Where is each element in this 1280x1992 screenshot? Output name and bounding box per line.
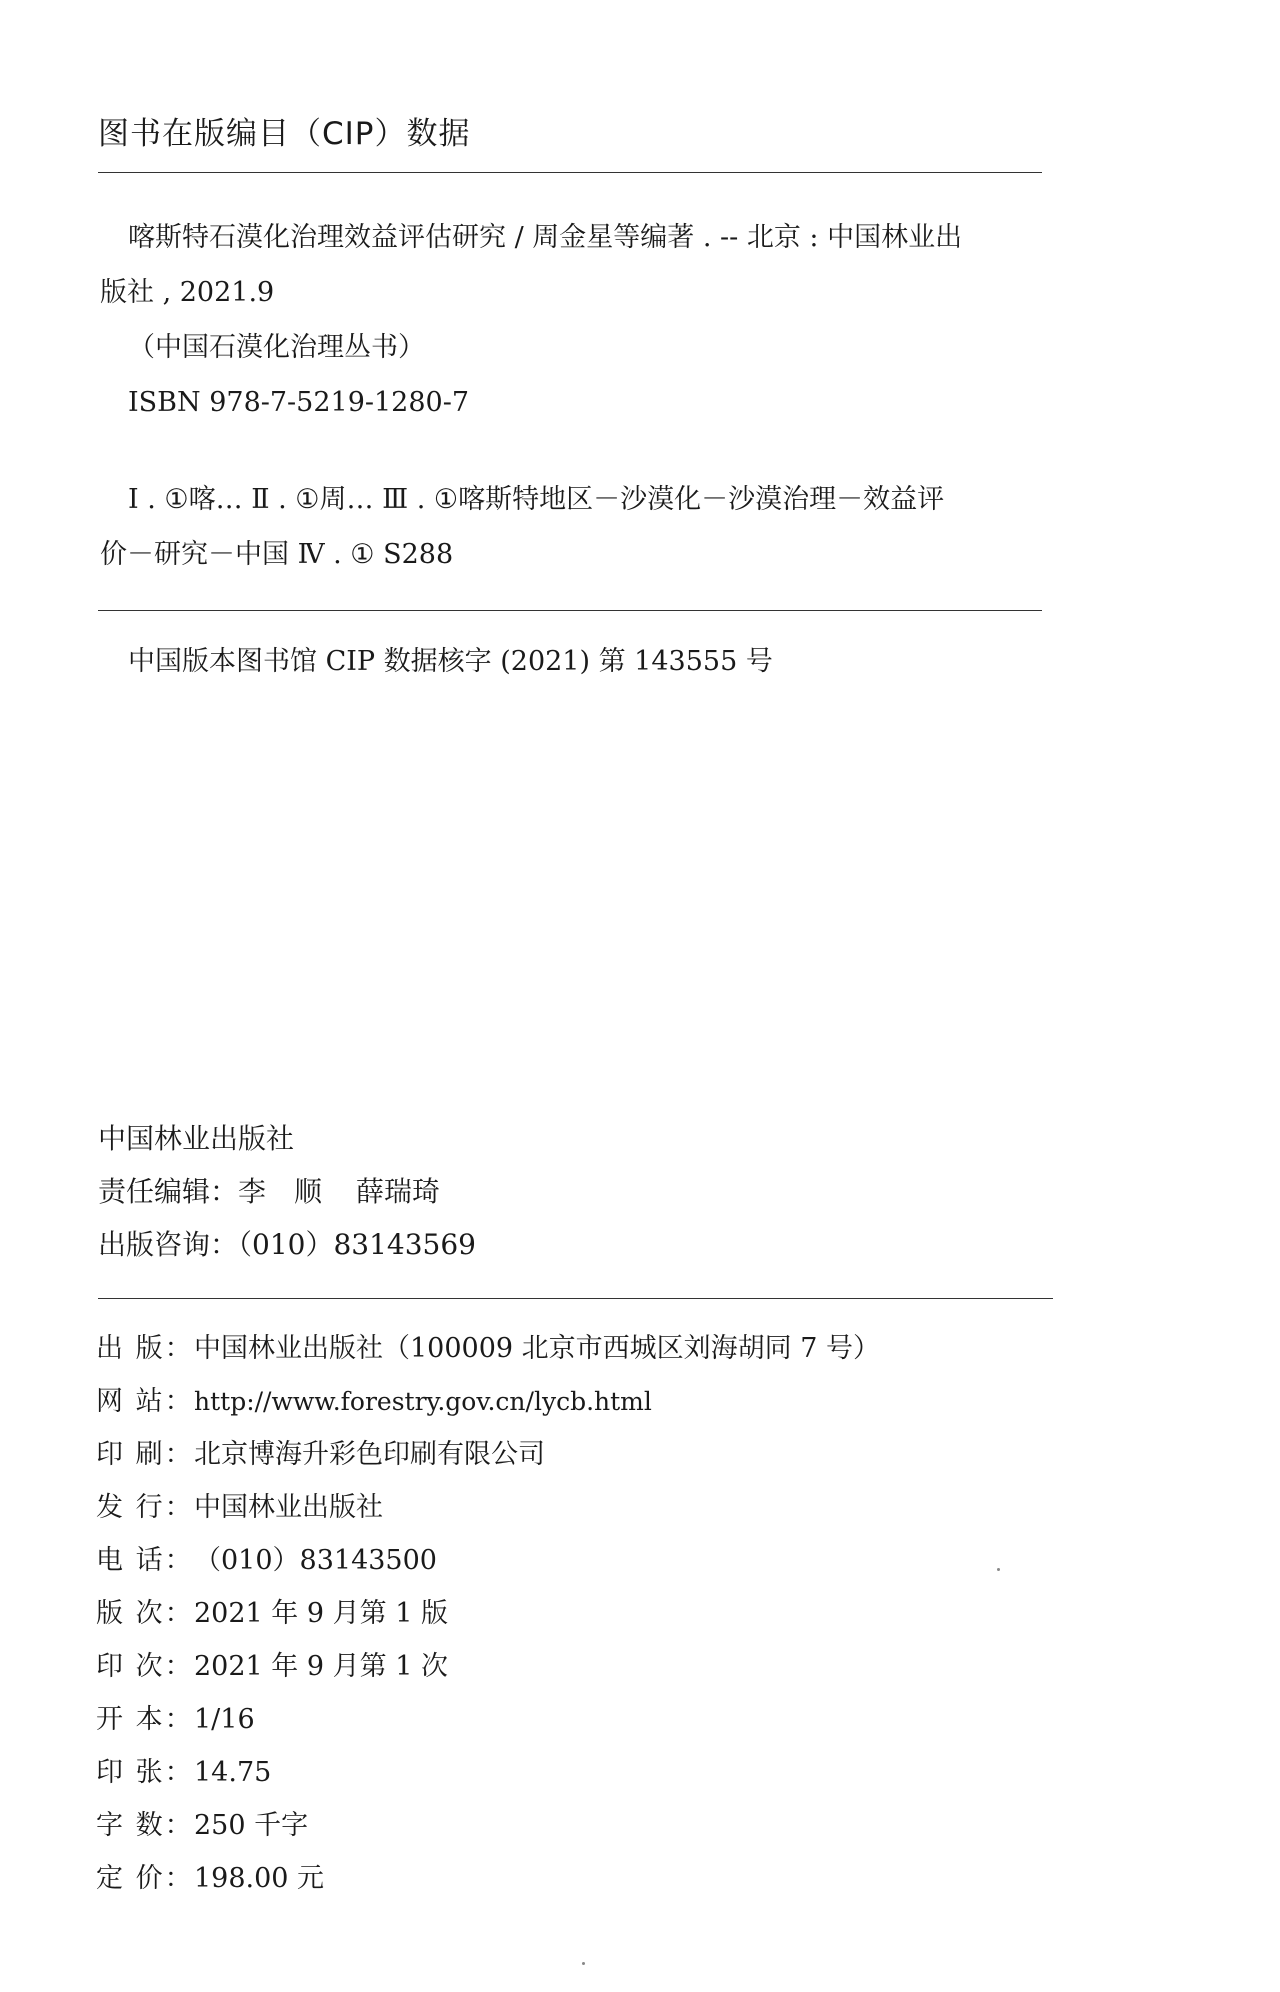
colophon-row-phone: [96, 1538, 880, 1591]
publishing-consultation: [98, 1218, 476, 1271]
colophon-value: 1/16: [194, 1704, 255, 1735]
responsible-editors: [98, 1165, 476, 1218]
colophon-value: 北京博海升彩色印刷有限公司: [194, 1439, 545, 1470]
cip-entry: [100, 210, 1080, 430]
cip-entry-publisher-line: 版社 , 2021.9: [100, 277, 275, 308]
colophon-row-distribution: [96, 1485, 880, 1538]
colophon-label: 开 本：: [96, 1704, 194, 1735]
colophon-row-format: [96, 1697, 880, 1750]
consult-phone: （010）83143569: [238, 1228, 476, 1261]
subject-headings-line-1: Ⅰ . ①喀… Ⅱ . ①周… Ⅲ . ①喀斯特地区－沙漠化－沙漠治理－效益评: [128, 484, 945, 515]
cip-series: （中国石漠化治理丛书）: [128, 332, 425, 363]
cip-entry-title-line: 喀斯特石漠化治理效益评估研究 / 周金星等编著 . -- 北京 : 中国林业出: [128, 222, 963, 253]
colophon-row-printer: [96, 1432, 880, 1485]
colophon-label: 网 站：: [96, 1386, 194, 1417]
colophon-label: 印 刷：: [96, 1439, 194, 1470]
colophon-value: 2021 年 9 月第 1 次: [194, 1651, 448, 1682]
website-url: http://www.forestry.gov.cn/lycb.html: [194, 1387, 652, 1416]
colophon-label: 印 张：: [96, 1757, 194, 1788]
colophon-label: 发 行：: [96, 1492, 194, 1523]
colophon-row-edition: [96, 1591, 880, 1644]
publisher-info: [98, 1112, 476, 1271]
colophon-value: （010）83143500: [194, 1545, 437, 1576]
editor-name: 薛瑞琦: [356, 1175, 441, 1208]
colophon-value: 中国林业出版社（100009 北京市西城区刘海胡同 7 号）: [194, 1333, 880, 1364]
colophon-row-impression: [96, 1644, 880, 1697]
scan-speck: [997, 1568, 1000, 1571]
colophon-label: 电 话：: [96, 1545, 194, 1576]
colophon-row-price: [96, 1856, 880, 1909]
divider-bottom: [98, 1298, 1053, 1299]
subject-headings: [100, 472, 1080, 582]
colophon-row-word-count: [96, 1803, 880, 1856]
subject-headings-line-2: 价－研究－中国 Ⅳ . ① S288: [100, 539, 454, 570]
colophon-value: 198.00 元: [194, 1863, 325, 1894]
colophon-row-website: [96, 1379, 880, 1432]
editors-label: 责任编辑：: [98, 1175, 239, 1208]
colophon-label: 印 次：: [96, 1651, 194, 1682]
editor-name: 李 顺: [238, 1175, 323, 1208]
colophon-value: 2021 年 9 月第 1 版: [194, 1598, 448, 1629]
colophon-label: 版 次：: [96, 1598, 194, 1629]
publisher-name: 中国林业出版社: [98, 1122, 295, 1155]
colophon-value: 14.75: [194, 1757, 272, 1788]
colophon-label: 字 数：: [96, 1810, 194, 1841]
colophon-row-sheets: [96, 1750, 880, 1803]
divider-middle: [98, 610, 1042, 611]
colophon-value: 250 千字: [194, 1810, 309, 1841]
colophon-value: 中国林业出版社: [194, 1492, 383, 1523]
cip-heading: 图书在版编目（CIP）数据: [98, 116, 471, 152]
divider-top: [98, 172, 1042, 173]
colophon-list: [96, 1326, 880, 1909]
colophon-row-publisher: [96, 1326, 880, 1379]
colophon-label: 出 版：: [96, 1333, 194, 1364]
colophon-label: 定 价：: [96, 1863, 194, 1894]
scan-speck: [582, 1962, 585, 1965]
cip-isbn: ISBN 978-7-5219-1280-7: [128, 387, 470, 418]
consult-label: 出版咨询：: [98, 1228, 239, 1261]
cip-approval-number: 中国版本图书馆 CIP 数据核字 (2021) 第 143555 号: [128, 646, 773, 677]
